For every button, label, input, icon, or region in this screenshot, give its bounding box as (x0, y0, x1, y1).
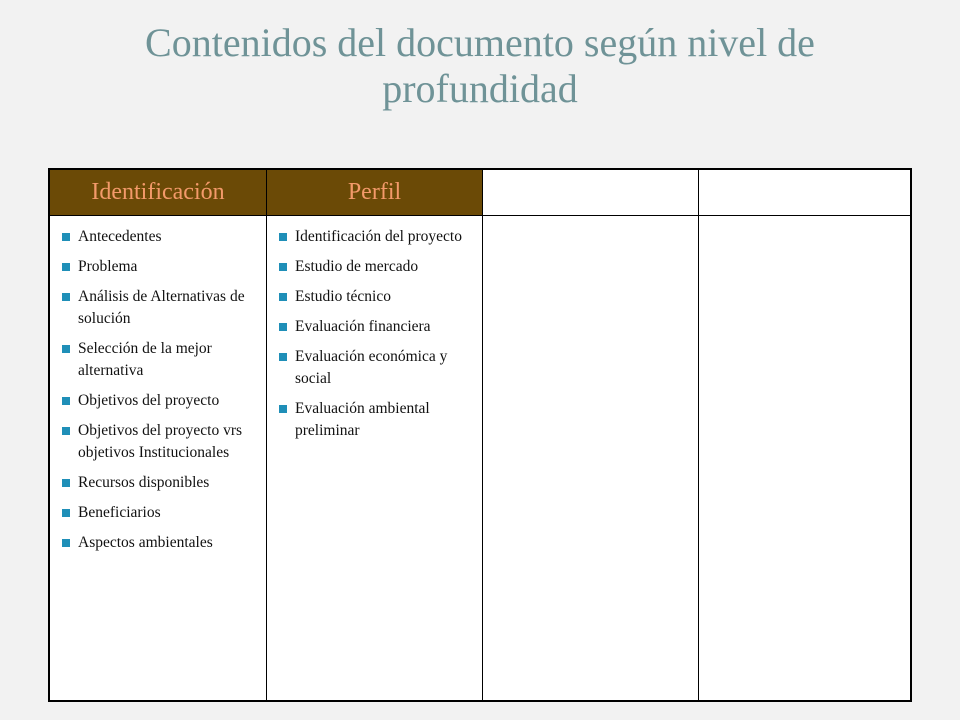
column-blank-3 (483, 216, 699, 700)
header-identificacion: Identificación (50, 170, 267, 216)
list-item-text: Antecedentes (78, 228, 162, 245)
content-table (48, 168, 912, 702)
list-item-text: Recursos disponibles (78, 474, 210, 491)
square-bullet-icon (279, 353, 287, 361)
list-item (62, 226, 260, 248)
list-item (62, 256, 260, 278)
list-item (279, 398, 476, 442)
square-bullet-icon (279, 293, 287, 301)
perfil-list (267, 216, 482, 442)
list-item (62, 286, 260, 330)
identificacion-list (50, 216, 266, 554)
list-item (279, 346, 476, 390)
list-item (62, 420, 260, 464)
column-blank-4 (699, 216, 910, 700)
header-perfil: Perfil (267, 170, 483, 216)
list-item-text: Aspectos ambientales (78, 534, 213, 551)
list-item-text: Selección de la mejor alternativa (78, 340, 212, 379)
list-item (279, 316, 476, 338)
list-item-text: Estudio técnico (295, 288, 391, 305)
square-bullet-icon (62, 263, 70, 271)
list-item-text: Estudio de mercado (295, 258, 419, 275)
list-item-text: Beneficiarios (78, 504, 161, 521)
list-item-text: Evaluación ambiental preliminar (295, 400, 430, 439)
list-item (279, 226, 476, 248)
square-bullet-icon (62, 397, 70, 405)
square-bullet-icon (62, 293, 70, 301)
square-bullet-icon (279, 323, 287, 331)
header-blank-3 (483, 170, 699, 216)
square-bullet-icon (279, 263, 287, 271)
square-bullet-icon (62, 539, 70, 547)
list-item (279, 286, 476, 308)
list-item (62, 472, 260, 494)
list-item (62, 390, 260, 412)
square-bullet-icon (62, 509, 70, 517)
list-item (279, 256, 476, 278)
square-bullet-icon (279, 405, 287, 413)
square-bullet-icon (62, 427, 70, 435)
list-item-text: Evaluación económica y social (295, 348, 448, 387)
list-item (62, 532, 260, 554)
column-identificacion (50, 216, 267, 700)
list-item-text: Evaluación financiera (295, 318, 431, 335)
list-item-text: Problema (78, 258, 138, 275)
square-bullet-icon (62, 479, 70, 487)
square-bullet-icon (279, 233, 287, 241)
square-bullet-icon (62, 345, 70, 353)
list-item-text: Objetivos del proyecto vrs objetivos Institucionales (78, 422, 243, 461)
header-blank-4 (699, 170, 910, 216)
list-item (62, 338, 260, 382)
list-item-text: Identificación del proyecto (295, 228, 462, 245)
slide-title: Contenidos del documento según nivel de profundidad (145, 20, 815, 111)
list-item-text: Análisis de Alternativas de solución (78, 288, 245, 327)
list-item (62, 502, 260, 524)
list-item-text: Objetivos del proyecto (78, 392, 220, 409)
square-bullet-icon (62, 233, 70, 241)
column-perfil (267, 216, 483, 700)
